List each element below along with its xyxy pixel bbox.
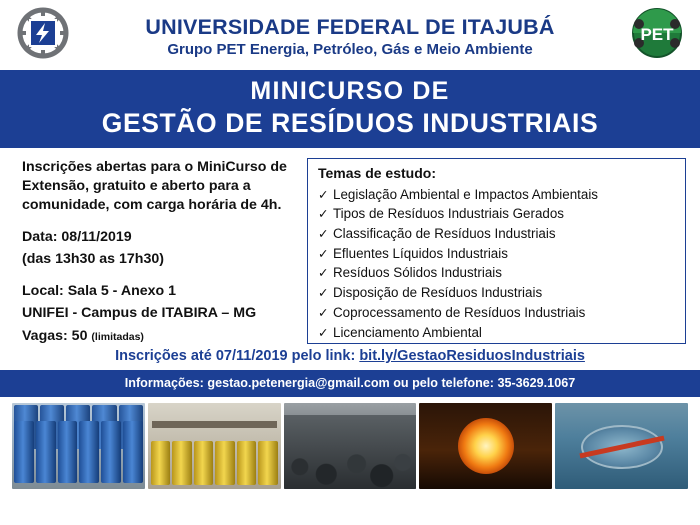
molten-metal-photo [419, 403, 552, 489]
intro-text: Inscrições abertas para o MiniCurso de Extensão, gratuito e aberto para a comunidade, com carga horária de 4h. [22, 158, 287, 213]
warehouse-shelf [152, 421, 277, 428]
campus-line: UNIFEI - Campus de ITABIRA – MG [22, 305, 257, 322]
drum [101, 421, 121, 483]
pet-logo-icon [626, 7, 688, 59]
seats-label: Vagas: 50 [22, 328, 88, 345]
poster-body [0, 148, 700, 344]
drum [36, 421, 56, 483]
drum [79, 421, 99, 483]
theme-label: Efluentes Líquidos Industriais [333, 245, 508, 261]
seats-line [22, 327, 299, 346]
place-line: Local: Sala 5 - Anexo 1 [22, 282, 177, 299]
registration-line [0, 344, 700, 370]
seats-note: (limitadas) [91, 331, 144, 344]
themes-box [307, 158, 686, 344]
photo-strip [0, 397, 700, 497]
theme-item [318, 185, 677, 205]
theme-label: Legislação Ambiental e Impactos Ambientais [333, 186, 598, 202]
blue-drums-photo [12, 403, 145, 489]
barrel [172, 441, 191, 485]
time-line: (das 13h30 as 17h30) [22, 250, 164, 267]
check-icon: ✓ [318, 305, 329, 320]
drum [123, 421, 143, 483]
theme-label: Disposição de Resíduos Industriais [333, 285, 543, 301]
course-title-line1: MINICURSO DE [250, 77, 450, 105]
theme-item [318, 263, 677, 283]
theme-label: Licenciamento Ambiental [333, 324, 482, 340]
check-icon: ✓ [318, 246, 329, 261]
furnace-glow [458, 418, 514, 474]
drum [58, 421, 78, 483]
spacer [22, 273, 299, 282]
theme-item [318, 323, 677, 343]
theme-label: Classificação de Resíduos Industriais [333, 226, 556, 242]
theme-label: Coprocessamento de Resíduos Industriais [333, 304, 586, 320]
unifei-logo-icon [14, 7, 72, 59]
water-treatment-photo [555, 403, 688, 489]
contact-band: Informações: gestao.petenergia@gmail.com ou pelo telefone: 35-3629.1067 [0, 370, 700, 397]
theme-item [318, 244, 677, 264]
barrel [151, 441, 170, 485]
date-line: Data: 08/11/2019 [22, 229, 132, 246]
theme-item [318, 283, 677, 303]
barrel [258, 441, 277, 485]
poster-header [0, 0, 700, 70]
check-icon: ✓ [318, 286, 329, 301]
check-icon: ✓ [318, 187, 329, 202]
yellow-barrels-photo [148, 403, 281, 489]
barrel-row [148, 435, 281, 485]
barrel [194, 441, 213, 485]
drum-row-front [12, 421, 145, 483]
check-icon: ✓ [318, 266, 329, 281]
theme-label: Tipos de Resíduos Industriais Gerados [333, 206, 564, 222]
scrap-pile [284, 415, 417, 489]
scrap-tires-photo [284, 403, 417, 489]
svg-text:PET: PET [640, 25, 674, 44]
drum [14, 421, 34, 483]
check-icon: ✓ [318, 325, 329, 340]
barrel [215, 441, 234, 485]
university-title: UNIVERSIDADE FEDERAL DE ITAJUBÁ [145, 15, 555, 40]
theme-item [318, 303, 677, 323]
group-title: Grupo PET Energia, Petróleo, Gás e Meio Ambiente [167, 41, 533, 59]
barrel [237, 441, 256, 485]
theme-item [318, 224, 677, 244]
theme-item [318, 204, 677, 224]
header-titles [145, 15, 554, 59]
check-icon: ✓ [318, 227, 329, 242]
check-icon: ✓ [318, 207, 329, 222]
course-title-line2: GESTÃO DE RESÍDUOS INDUSTRIAIS [101, 107, 599, 138]
theme-label: Resíduos Sólidos Industriais [333, 265, 502, 281]
course-title-band [0, 70, 700, 148]
themes-title: Temas de estudo: [318, 164, 436, 181]
registration-prefix: Inscrições até 07/11/2019 pelo link: [115, 347, 360, 364]
details-column [22, 158, 307, 344]
registration-link[interactable]: bit.ly/GestaoResiduosIndustriais [359, 347, 585, 364]
